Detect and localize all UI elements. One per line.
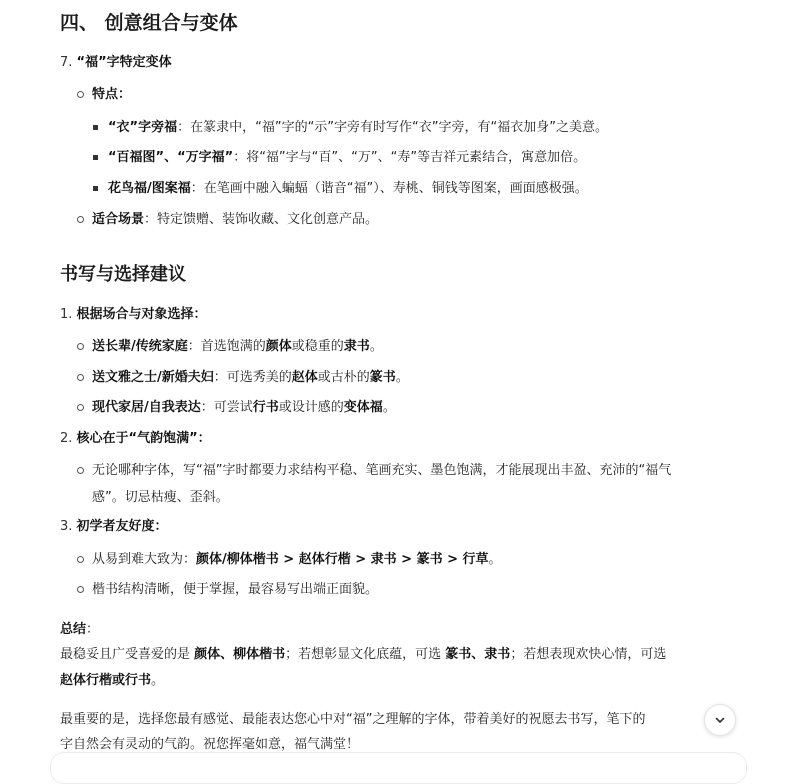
variant-name: “衣”字旁福 xyxy=(108,120,178,135)
list-number: 7. xyxy=(60,55,73,70)
list-item-title: “福”字特定变体 xyxy=(76,55,172,70)
text-run: 现代家居/自我表达 xyxy=(92,400,201,415)
text-run: ；若想表现欢快心情，可选 xyxy=(510,647,667,662)
list-item-features xyxy=(92,85,131,105)
scroll-to-bottom-button[interactable] xyxy=(704,704,736,736)
text-run: 颜体、柳体楷书 xyxy=(194,647,286,662)
list-item-occasion xyxy=(92,398,396,418)
list-item-title: 根据场合与对象选择： xyxy=(76,307,207,322)
section-heading-advice: 书写与选择建议 xyxy=(60,264,186,285)
list-number: 3. xyxy=(60,519,73,534)
list-item-occasion xyxy=(92,337,383,357)
text-run: 篆书、隶书 xyxy=(445,647,511,662)
text-run: 颜体 xyxy=(265,339,292,354)
variant-desc: ：在笔画中融入蝙蝠（谐音“福”）、寿桃、铜钱等图案，画面感极强。 xyxy=(190,181,588,196)
list-item-title: 初学者友好度： xyxy=(76,519,168,534)
scene-desc: ：特定馈赠、装饰收藏、文化创意产品。 xyxy=(144,212,379,227)
text-run: ；若想彰显文化底蕴，可选 xyxy=(285,647,446,662)
text-run: 。 xyxy=(369,339,383,354)
variant-name: 花鸟福/图案福 xyxy=(108,181,191,196)
section-heading-creative: 四、 创意组合与变体 xyxy=(60,12,238,34)
list-item-variant xyxy=(108,179,588,199)
text-run: 。 xyxy=(488,552,502,567)
list-item-variant xyxy=(108,148,586,168)
text-run: 或设计感的 xyxy=(278,400,344,415)
text-run: 最稳妥且广受喜爱的是 xyxy=(60,647,195,662)
text-run: 篆书 xyxy=(369,370,396,385)
text-run: ：首选饱满的 xyxy=(187,339,266,354)
list-item-7 xyxy=(60,53,172,73)
scene-label: 适合场景 xyxy=(92,212,145,227)
variant-desc: ：在篆隶中，“福”字的“示”字旁有时写作“衣”字旁，有“福衣加身”之美意。 xyxy=(177,120,608,135)
closing-text: 最重要的是，选择您最有感觉、最能表达您心中对“福”之理解的字体，带着美好的祝愿去书写，笔下的 xyxy=(60,712,646,727)
paragraph-line: 感”。切忌枯瘦、歪斜。 xyxy=(92,490,229,505)
list-item-advice-1 xyxy=(60,305,207,325)
text-run: ：可选秀美的 xyxy=(213,370,292,385)
summary-label xyxy=(60,620,99,640)
features-label: 特点： xyxy=(92,87,132,102)
text-run: ：可尝试 xyxy=(200,400,253,415)
text-run: 或稳重的 xyxy=(291,339,344,354)
text-run: 行书 xyxy=(252,400,279,415)
variant-name: “百福图”、“万字福” xyxy=(108,150,234,165)
variant-desc: ：将“福”字与“百”、“万”、“寿”等吉祥元素结合，寓意加倍。 xyxy=(233,150,587,165)
text-run: 送长辈/传统家庭 xyxy=(92,339,188,354)
text-run: 送文雅之士/新婚夫妇 xyxy=(92,370,214,385)
closing-line xyxy=(60,710,645,730)
paragraph-line: 无论哪种字体，写“福”字时都要力求结构平稳、笔画充实、墨色饱满，才能展现出丰盈、充沛的“福气 xyxy=(92,463,672,478)
chevron-down-icon xyxy=(714,714,726,726)
list-item-title: 核心在于“气韵饱满”： xyxy=(76,431,211,446)
text-run: 。 xyxy=(151,673,165,688)
list-item-occasion xyxy=(92,368,409,388)
text-run: 变体福 xyxy=(343,400,383,415)
text-run: 或古朴的 xyxy=(317,370,370,385)
summary-line xyxy=(60,671,164,691)
text-run: 赵体行楷或行书 xyxy=(60,673,152,688)
text-run: 赵体 xyxy=(291,370,318,385)
list-number: 2. xyxy=(60,431,73,446)
list-item-paragraph xyxy=(92,461,671,481)
text-run: 楷书结构清晰，便于掌握，最容易写出端正面貌。 xyxy=(92,582,379,597)
closing-text: 字自然会有灵动的气韵。祝您挥毫如意，福气满堂！ xyxy=(60,737,360,752)
paragraph-continuation xyxy=(92,488,229,508)
summary-colon: ： xyxy=(86,622,100,637)
list-item-variant xyxy=(108,118,608,138)
chat-input-bar[interactable] xyxy=(50,752,747,784)
list-item-scene xyxy=(92,210,378,230)
list-number: 1. xyxy=(60,307,73,322)
list-item-difficulty xyxy=(92,580,378,600)
text-run: 颜体/柳体楷书 > 赵体行楷 > 隶书 > 篆书 > 行草 xyxy=(196,552,489,567)
list-item-advice-3 xyxy=(60,517,168,537)
summary-title: 总结 xyxy=(60,622,87,637)
text-run: 。 xyxy=(395,370,409,385)
list-item-advice-2 xyxy=(60,429,211,449)
list-item-difficulty xyxy=(92,550,502,570)
text-run: 从易到难大致为： xyxy=(92,552,197,567)
text-run: 。 xyxy=(382,400,396,415)
summary-line xyxy=(60,645,666,665)
text-run: 隶书 xyxy=(343,339,370,354)
